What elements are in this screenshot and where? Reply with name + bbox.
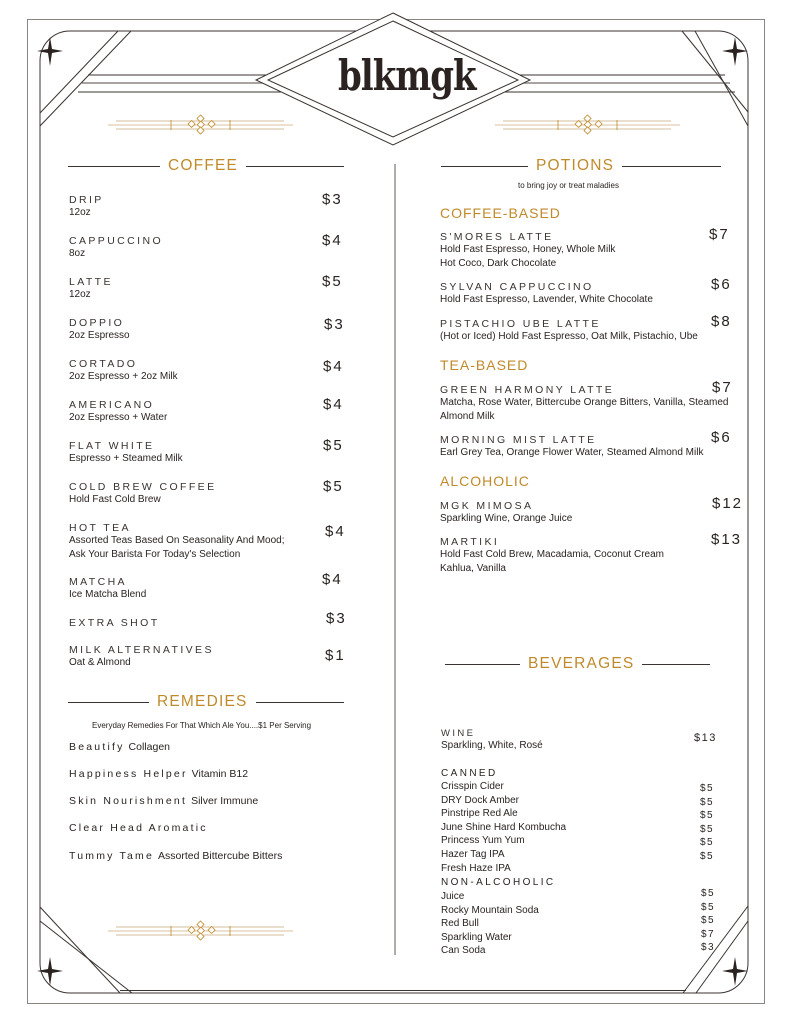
item-price: $4 xyxy=(325,523,346,540)
menu-item xyxy=(440,434,703,460)
remedy-item xyxy=(69,741,170,753)
menu-item xyxy=(440,231,615,270)
item-desc: Hold Fast Espresso, Honey, Whole Milk xyxy=(440,244,616,255)
item-price: $4 xyxy=(323,358,344,375)
menu-item xyxy=(69,522,285,561)
beverage-name: Sparkling Water xyxy=(441,932,512,943)
menu-item xyxy=(69,358,178,384)
item-price: $7 xyxy=(712,379,733,396)
beverage-name: June Shine Hard Kombucha xyxy=(441,822,567,833)
item-name: MORNING MIST LATTE xyxy=(440,434,597,446)
header-rule xyxy=(642,664,710,665)
header-rule xyxy=(622,166,721,167)
beverage-price: $5 xyxy=(701,915,716,926)
remedy-desc: Collagen xyxy=(128,741,170,753)
beverage-price: $3 xyxy=(701,942,716,953)
remedy-desc: Vitamin B12 xyxy=(191,768,249,780)
beverage-price: $5 xyxy=(700,824,715,835)
menu-item xyxy=(69,644,214,670)
item-price: $4 xyxy=(323,396,344,413)
beverages-section-header xyxy=(445,655,710,673)
item-price: $5 xyxy=(323,478,344,495)
item-name: MILK ALTERNATIVES xyxy=(69,644,214,656)
item-name: DRIP xyxy=(69,194,104,206)
menu-item xyxy=(69,235,163,261)
item-desc: (Hot or Iced) Hold Fast Espresso, Oat Milk, Pistachio, Ube xyxy=(440,331,698,342)
potions-title: POTIONS xyxy=(536,157,615,174)
remedy-name: Happiness Helper xyxy=(69,768,188,780)
item-desc: 12oz xyxy=(69,207,91,218)
item-price: $13 xyxy=(694,732,717,744)
item-name: AMERICANO xyxy=(69,399,155,411)
item-name: EXTRA SHOT xyxy=(69,617,160,629)
item-price: $3 xyxy=(324,316,345,333)
item-name: WINE xyxy=(441,728,476,739)
star-icon xyxy=(37,37,748,986)
item-name: S'MORES LATTE xyxy=(440,231,554,243)
item-desc: Assorted Teas Based On Seasonality And Mood; xyxy=(69,535,285,546)
remedy-name: Beautify xyxy=(69,741,125,753)
item-name: MATCHA xyxy=(69,576,127,588)
item-price: $1 xyxy=(325,647,346,664)
remedy-item xyxy=(69,822,212,834)
remedy-item xyxy=(69,850,282,862)
item-price: $4 xyxy=(322,232,343,249)
beverage-name: Fresh Haze IPA xyxy=(441,863,511,874)
item-desc: Kahlua, Vanilla xyxy=(440,562,506,574)
item-desc: Hold Fast Cold Brew xyxy=(69,494,161,505)
item-name: FLAT WHITE xyxy=(69,440,155,452)
item-name: LATTE xyxy=(69,276,113,288)
item-price: $5 xyxy=(323,437,344,454)
item-desc: Almond Milk xyxy=(440,410,495,422)
header-rule xyxy=(445,664,520,665)
item-desc: Ask Your Barista For Today's Selection xyxy=(69,548,241,560)
remedy-item xyxy=(69,795,258,807)
item-name: HOT TEA xyxy=(69,522,131,534)
menu-item xyxy=(440,500,572,526)
menu-item xyxy=(440,536,664,575)
item-name: CAPPUCCINO xyxy=(69,235,164,247)
item-name: GREEN HARMONY LATTE xyxy=(440,384,615,396)
item-desc: Matcha, Rose Water, Bittercube Orange Bitters, Vanilla, Steamed xyxy=(440,397,729,408)
beverage-name: Crisspin Cider xyxy=(441,781,504,792)
coffee-title: COFFEE xyxy=(168,157,239,174)
non-alcoholic-heading: NON-ALCOHOLIC xyxy=(441,877,556,888)
header-rule xyxy=(246,166,344,167)
item-price: $3 xyxy=(322,191,343,208)
beverage-price: $5 xyxy=(700,783,715,794)
beverage-price: $5 xyxy=(700,837,715,848)
remedies-section-header xyxy=(68,693,344,711)
item-price: $6 xyxy=(711,276,732,293)
beverage-name: Hazer Tag IPA xyxy=(441,849,505,860)
beverage-name: DRY Dock Amber xyxy=(441,795,519,806)
menu-item xyxy=(69,481,217,507)
beverage-price: $5 xyxy=(700,797,715,808)
item-price: $7 xyxy=(709,226,730,243)
item-price: $8 xyxy=(711,313,732,330)
menu-item xyxy=(440,281,653,307)
header-rule xyxy=(68,702,149,703)
brand-logo: blkmgk xyxy=(338,51,476,101)
remedy-name: Tummy Tame xyxy=(69,850,155,862)
menu-item xyxy=(69,617,160,629)
item-desc: Sparkling Wine, Orange Juice xyxy=(440,513,573,524)
item-desc: 2oz Espresso + Water xyxy=(69,412,168,423)
menu-item xyxy=(69,317,130,343)
remedies-note: Everyday Remedies For That Which Ale You....$1 Per Serving xyxy=(92,721,312,730)
potions-subtitle: to bring joy or treat maladies xyxy=(518,181,619,190)
beverage-name: Pinstripe Red Ale xyxy=(441,808,518,819)
item-price: $5 xyxy=(322,273,343,290)
beverage-name: Juice xyxy=(441,891,465,902)
beverage-name: Red Bull xyxy=(441,918,479,929)
beverage-name: Princess Yum Yum xyxy=(441,835,525,846)
coffee-section-header xyxy=(68,157,344,175)
canned-heading: CANNED xyxy=(441,768,498,779)
header-rule xyxy=(441,166,528,167)
remedy-name: Skin Nourishment xyxy=(69,795,188,807)
beverage-price: $5 xyxy=(700,810,715,821)
menu-item xyxy=(69,194,104,220)
item-desc: Hold Fast Cold Brew, Macadamia, Coconut Cream xyxy=(440,549,664,560)
item-name: SYLVAN CAPPUCCINO xyxy=(440,281,594,293)
beverage-price: $5 xyxy=(701,902,716,913)
header-rule xyxy=(68,166,160,167)
menu-item xyxy=(440,384,728,423)
item-name: MARTIKI xyxy=(440,536,500,548)
menu-item xyxy=(69,399,167,425)
item-desc: 2oz Espresso xyxy=(69,330,130,341)
header-rule xyxy=(256,702,344,703)
item-desc: Sparkling, White, Rosé xyxy=(441,740,543,751)
alcoholic-heading: ALCOHOLIC xyxy=(440,473,530,489)
item-price: $6 xyxy=(711,429,732,446)
remedy-desc: Silver Immune xyxy=(191,795,259,807)
menu-item xyxy=(440,318,698,344)
menu-item xyxy=(69,440,183,466)
item-desc: Espresso + Steamed Milk xyxy=(69,453,183,464)
item-price: $4 xyxy=(322,571,343,588)
beverage-price: $7 xyxy=(701,929,716,940)
item-desc: 2oz Espresso + 2oz Milk xyxy=(69,371,178,382)
coffee-based-heading: COFFEE-BASED xyxy=(440,205,561,221)
item-desc: Hot Coco, Dark Chocolate xyxy=(440,257,557,269)
item-name: MGK MIMOSA xyxy=(440,500,534,512)
item-name: DOPPIO xyxy=(69,317,125,329)
remedy-name: Clear Head Aromatic xyxy=(69,822,208,834)
item-desc: Ice Matcha Blend xyxy=(69,589,147,600)
remedy-item xyxy=(69,768,248,780)
item-name: PISTACHIO UBE LATTE xyxy=(440,318,601,330)
item-price: $3 xyxy=(326,610,347,627)
item-desc: Hold Fast Espresso, Lavender, White Chocolate xyxy=(440,294,653,305)
item-price: $12 xyxy=(712,495,744,512)
beverage-name: Can Soda xyxy=(441,945,486,956)
menu-item xyxy=(441,728,543,753)
item-desc: Oat & Almond xyxy=(69,657,131,668)
beverage-price: $5 xyxy=(701,888,716,899)
potions-section-header xyxy=(441,157,721,175)
tea-based-heading: TEA-BASED xyxy=(440,357,529,373)
item-name: COLD BREW COFFEE xyxy=(69,481,217,493)
item-name: CORTADO xyxy=(69,358,138,370)
item-desc: Earl Grey Tea, Orange Flower Water, Steamed Almond Milk xyxy=(440,447,704,458)
menu-item xyxy=(69,276,113,302)
beverage-name: Rocky Mountain Soda xyxy=(441,905,539,916)
bottom-frame-rule xyxy=(120,990,686,991)
item-desc: 8oz xyxy=(69,248,86,259)
remedy-desc: Assorted Bittercube Bitters xyxy=(158,850,283,862)
item-price: $13 xyxy=(711,531,743,548)
remedies-title: REMEDIES xyxy=(157,693,248,710)
item-desc: 12oz xyxy=(69,289,91,300)
beverages-title: BEVERAGES xyxy=(528,655,635,672)
menu-item xyxy=(69,576,146,602)
beverage-price: $5 xyxy=(700,851,715,862)
